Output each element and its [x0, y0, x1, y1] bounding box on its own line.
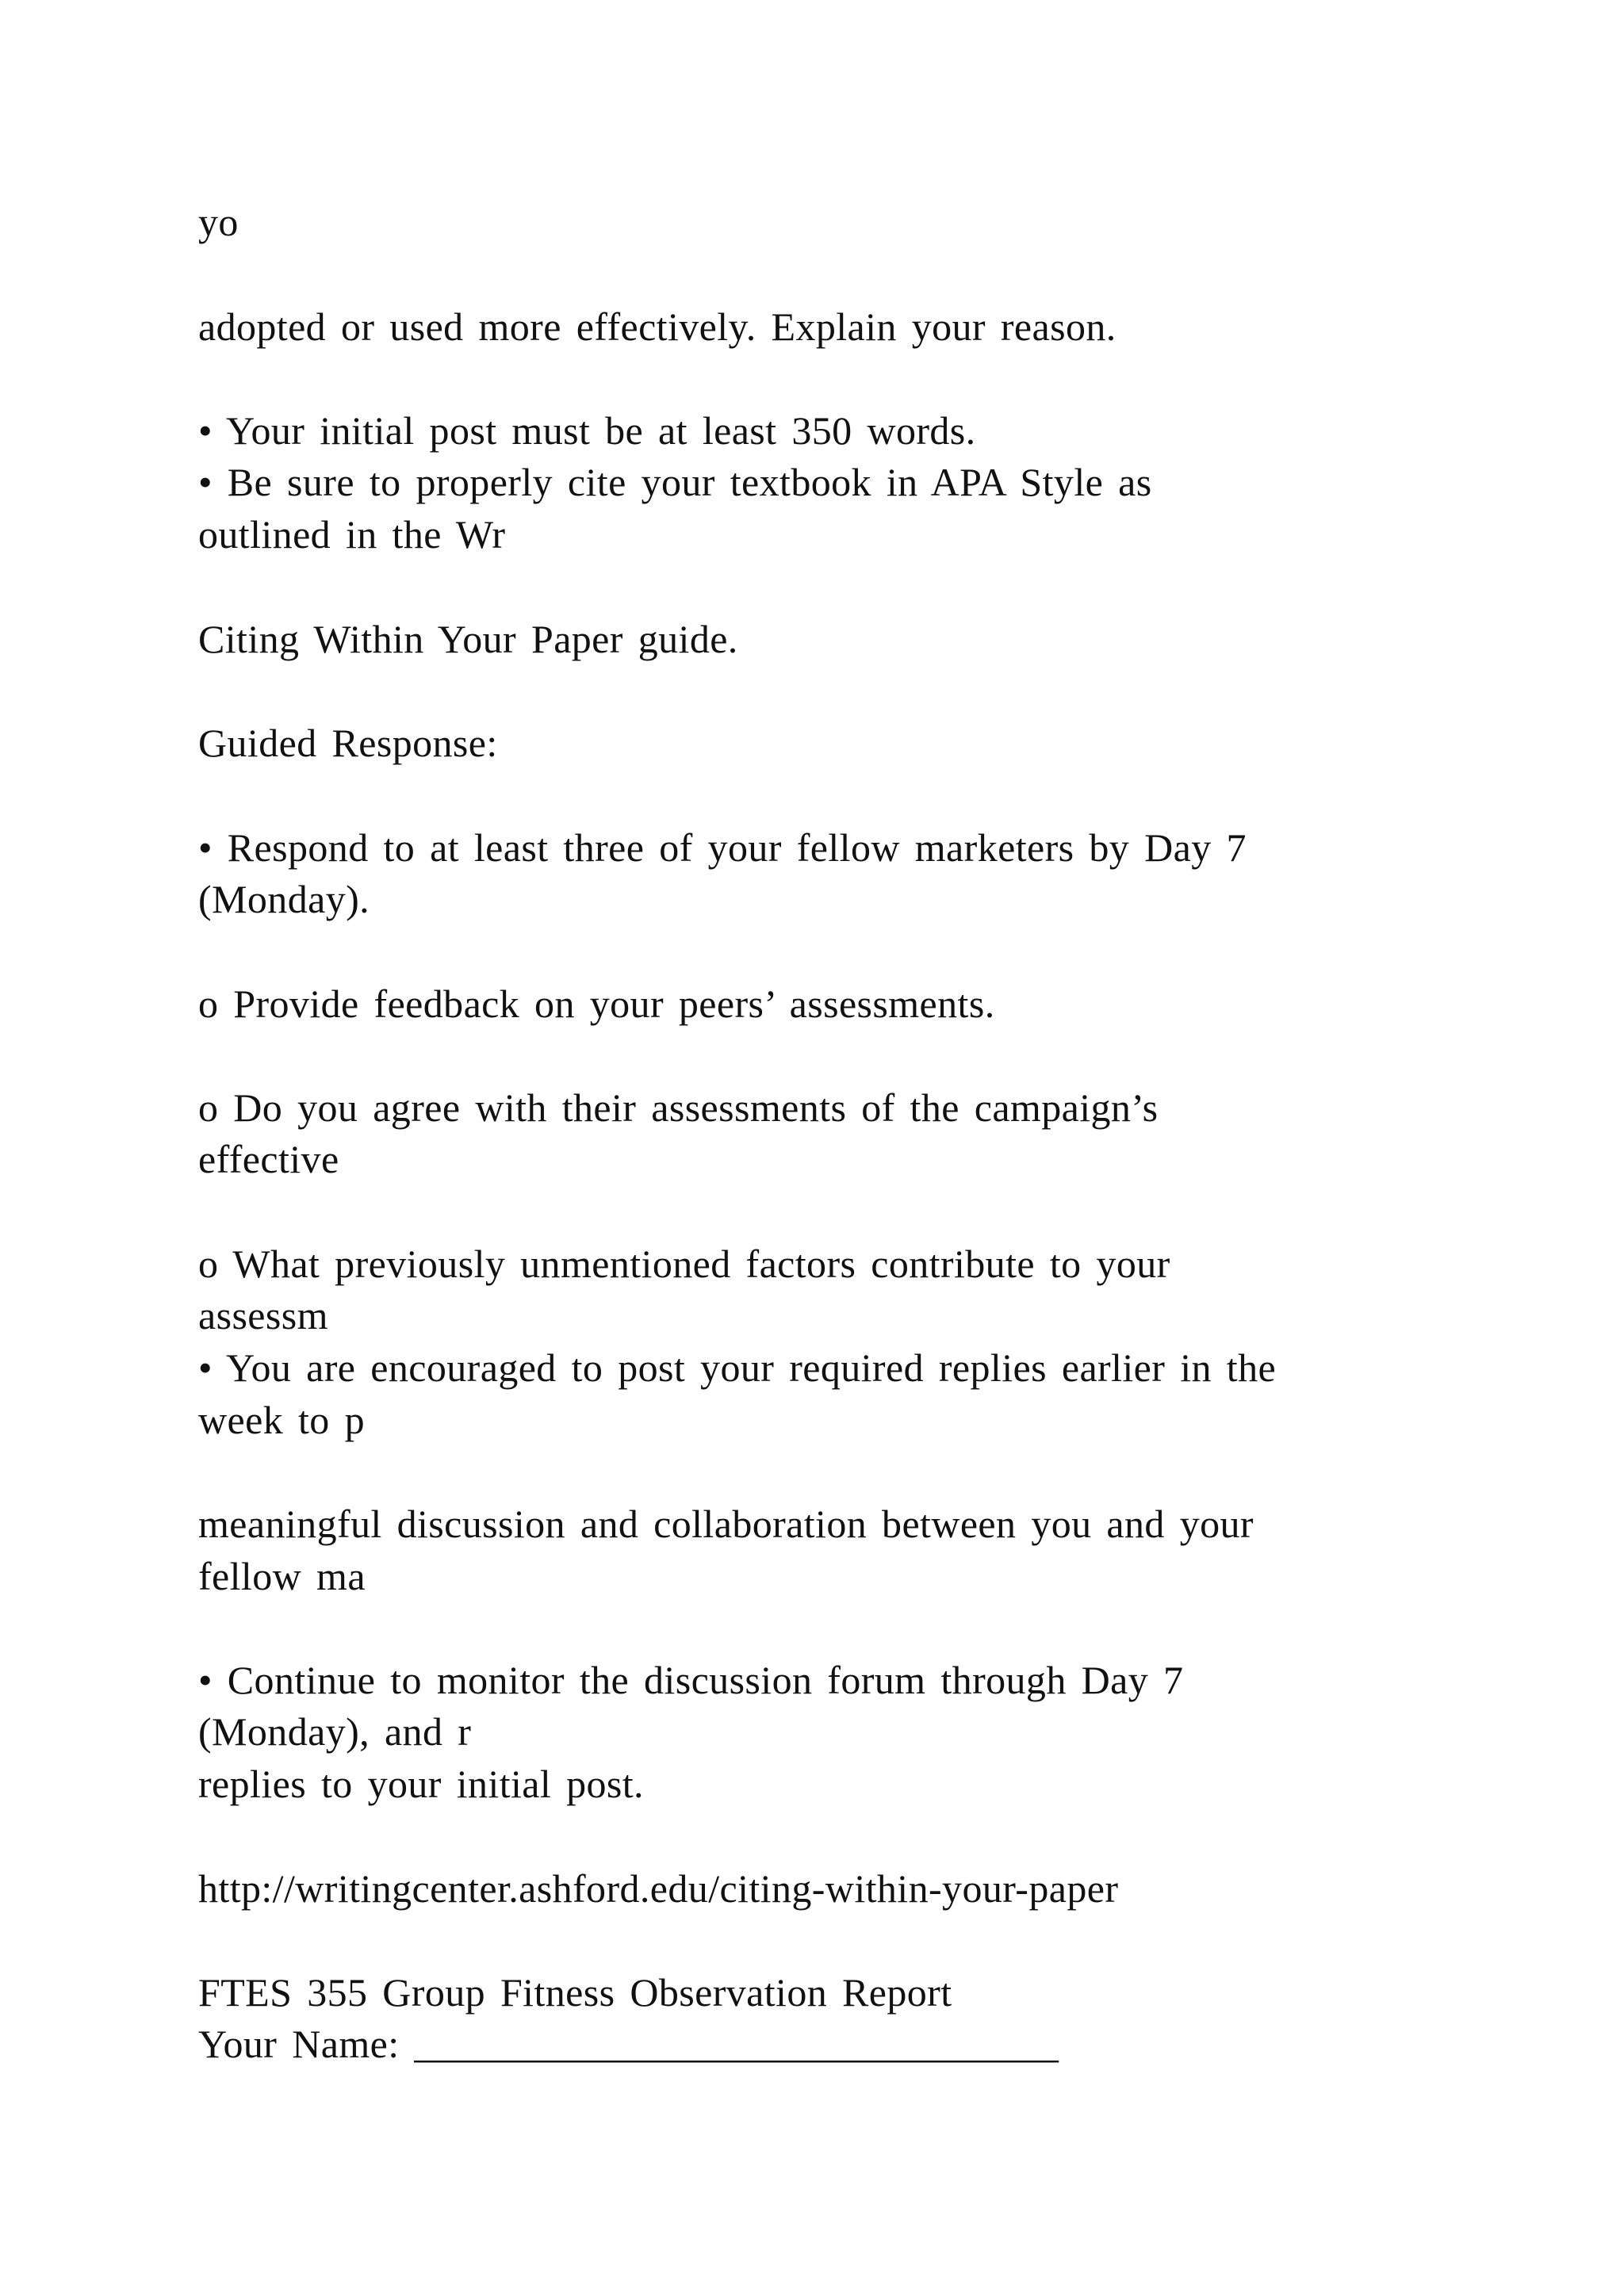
text-line: Citing Within Your Paper guide.: [198, 617, 738, 661]
text-line: replies to your initial post.: [198, 1762, 644, 1806]
bullet-item: • Continue to monitor the discussion forum through Day 7: [198, 1658, 1184, 1702]
bullet-item: • Respond to at least three of your fellow marketers by Day 7: [198, 825, 1247, 870]
bullet-item: • Be sure to properly cite your textbook in APA Style as: [198, 460, 1152, 504]
text-line: assessm: [198, 1293, 328, 1337]
text-line: meaningful discussion and collaboration between you and your: [198, 1502, 1254, 1546]
bullet-item: • You are encouraged to post your required replies earlier in the: [198, 1345, 1277, 1390]
section-heading: Guided Response:: [198, 721, 498, 765]
text-line: adopted or used more effectively. Explain your reason.: [198, 304, 1116, 349]
text-line: week to p: [198, 1398, 365, 1442]
name-field-line: Your Name: ________________________________: [198, 2022, 1059, 2066]
sub-bullet-item: o What previously unmentioned factors contribute to your: [198, 1242, 1170, 1286]
text-line: outlined in the Wr: [198, 512, 506, 557]
text-line: (Monday).: [198, 877, 370, 921]
sub-bullet-item: o Provide feedback on your peers’ assessments.: [198, 982, 995, 1026]
bullet-item: • Your initial post must be at least 350 words.: [198, 408, 976, 453]
text-line: effective: [198, 1137, 339, 1181]
sub-bullet-item: o Do you agree with their assessments of the campaign’s: [198, 1085, 1159, 1130]
url-link[interactable]: http://writingcenter.ashford.edu/citing-within-your-paper: [198, 1866, 1119, 1911]
text-line: (Monday), and r: [198, 1709, 472, 1754]
text-line: yo: [198, 200, 239, 244]
text-line: fellow ma: [198, 1554, 366, 1598]
report-title: FTES 355 Group Fitness Observation Report: [198, 1970, 952, 2015]
